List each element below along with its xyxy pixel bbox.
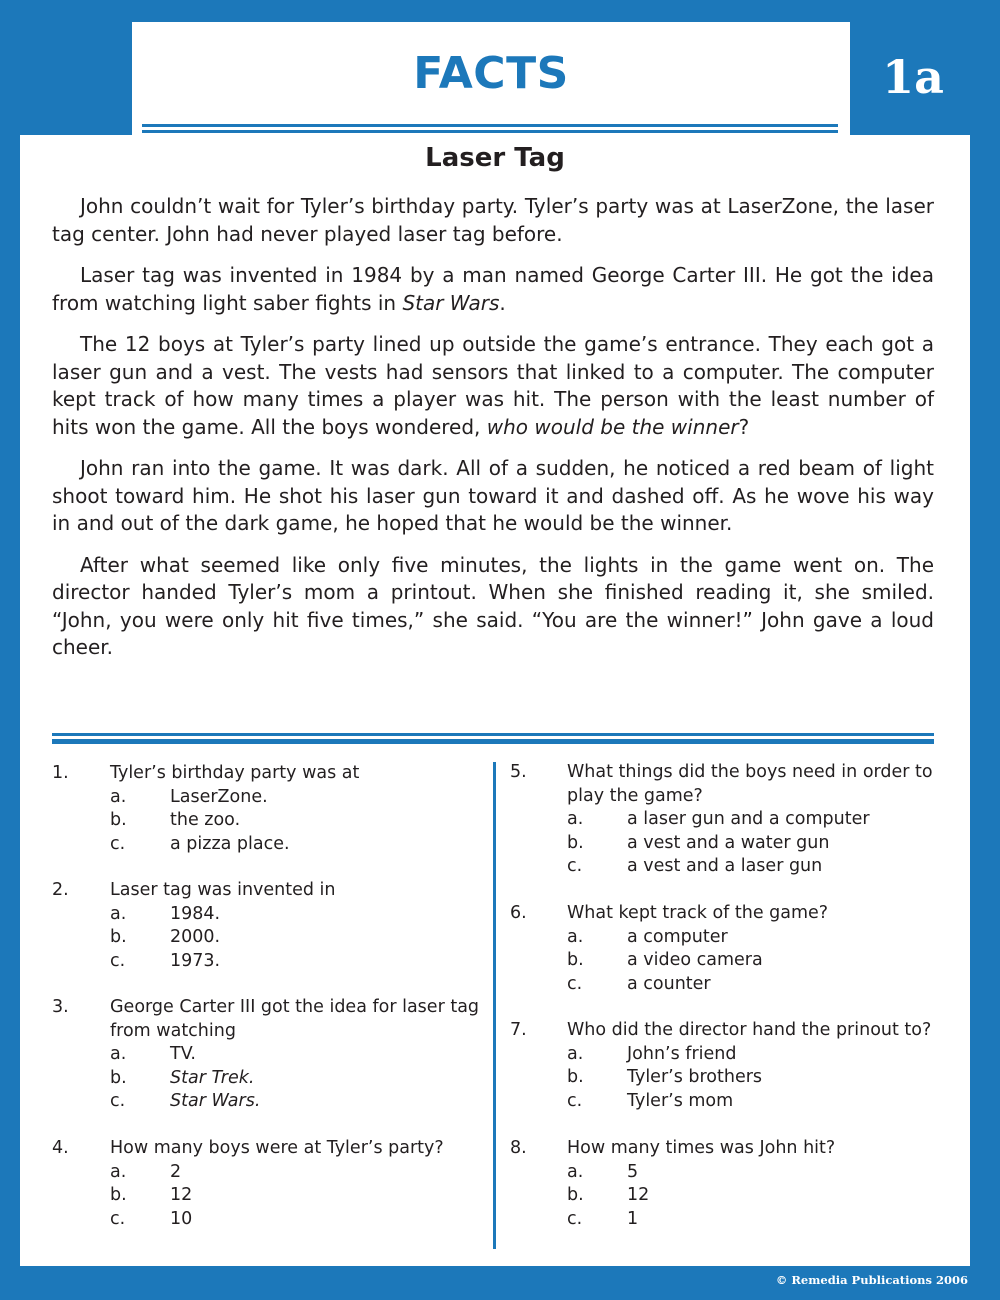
- option-letter: c.: [567, 973, 583, 994]
- option-letter: a.: [567, 1161, 584, 1182]
- option-text: 10: [170, 1208, 193, 1229]
- option-text: 12: [170, 1185, 193, 1205]
- option-text: LaserZone.: [170, 786, 268, 807]
- option-letter: c.: [110, 1208, 126, 1229]
- option-text: 2: [170, 1161, 182, 1182]
- question-stem-line-2: play the game?: [567, 785, 703, 806]
- question-3: [52, 996, 482, 1121]
- option-text: a computer: [627, 926, 728, 947]
- question-stem: How many boys were at Tyler’s party?: [110, 1138, 444, 1158]
- option-letter: b.: [110, 810, 127, 830]
- question-stem: What kept track of the game?: [567, 903, 829, 923]
- header-rule-bottom: [142, 130, 838, 133]
- option-text: a video camera: [627, 950, 763, 970]
- option-letter: a.: [110, 903, 127, 924]
- paragraph-5-text: After what seemed like only five minutes, the lights in the game went on. The director handed Tyler’s mom a printout. When she finished reading it, she smiled. “John, you were only hit five times,” she said. “You are the winner!” John gave a loud cheer.: [52, 552, 934, 659]
- frame-right-band: [970, 0, 1000, 1300]
- option-text: Tyler’s brothers: [627, 1067, 763, 1087]
- story-text: [52, 193, 934, 676]
- question-8: [510, 1137, 950, 1237]
- option-text: a counter: [627, 973, 711, 994]
- option-letter: a.: [110, 1044, 127, 1064]
- option-text: 5: [627, 1161, 639, 1182]
- question-6: [510, 902, 950, 1002]
- question-number: 3.: [52, 997, 69, 1017]
- question-5: [510, 761, 950, 886]
- page-title: FACTS: [413, 48, 569, 99]
- option-text: TV.: [170, 1044, 196, 1064]
- option-text: a vest and a laser gun: [627, 856, 823, 876]
- option-text: 1: [627, 1208, 639, 1229]
- option-letter: b.: [567, 832, 584, 853]
- question-2: [52, 879, 482, 979]
- option-text: Star Wars.: [170, 1091, 261, 1111]
- option-letter: a.: [567, 1043, 584, 1064]
- question-stem: How many times was John hit?: [567, 1138, 836, 1158]
- option-letter: c.: [110, 950, 126, 971]
- story-paragraph-5: [52, 552, 934, 662]
- paragraph-2-text: Laser tag was invented in 1984 by a man named George Carter III. He got the idea from watching light saber fights in: [52, 263, 934, 315]
- question-number: 1.: [52, 763, 69, 783]
- paragraph-1-text: John couldn’t wait for Tyler’s birthday party. Tyler’s party was at LaserZone, the laser tag center. John had never played laser tag before.: [52, 194, 934, 246]
- story-title: Laser Tag: [425, 143, 565, 173]
- question-number: 5.: [510, 762, 527, 782]
- question-stem: Tyler’s birthday party was at: [110, 763, 360, 783]
- question-4: [52, 1137, 482, 1237]
- question-number: 6.: [510, 903, 527, 923]
- option-text: a laser gun and a computer: [627, 809, 870, 829]
- option-letter: a.: [110, 786, 127, 807]
- story-paragraph-2: [52, 262, 934, 317]
- option-letter: a.: [110, 1161, 127, 1182]
- frame-left-band: [0, 0, 20, 1300]
- option-text: 2000.: [170, 927, 221, 947]
- section-rule-bottom: [52, 739, 934, 744]
- option-text: 1973.: [170, 950, 221, 971]
- question-1: [52, 762, 482, 862]
- option-letter: b.: [567, 1185, 584, 1205]
- option-text: 12: [627, 1185, 650, 1205]
- option-text: Star Trek.: [170, 1067, 255, 1088]
- option-text: Tyler’s mom: [627, 1090, 734, 1111]
- question-7: [510, 1019, 950, 1119]
- question-stem-line-2: from watching: [110, 1020, 236, 1041]
- paragraph-2-italic: Star Wars: [402, 290, 500, 315]
- question-stem: Laser tag was invented in: [110, 880, 336, 900]
- option-letter: c.: [567, 856, 583, 876]
- option-letter: c.: [110, 833, 126, 854]
- story-paragraph-1: [52, 193, 934, 248]
- question-number: 2.: [52, 880, 69, 900]
- paragraph-4-text: John ran into the game. It was dark. All of a sudden, he noticed a red beam of light shoot toward him. He shot his laser gun toward it and dashed off. As he wove his way in and out of the dark game, he hoped that he would be the winner.: [52, 456, 934, 535]
- paragraph-2-end: .: [499, 290, 506, 315]
- option-text: the zoo.: [170, 810, 241, 830]
- option-text: a pizza place.: [170, 833, 290, 854]
- option-letter: c.: [110, 1091, 126, 1111]
- option-text: John’s friend: [627, 1043, 737, 1064]
- question-number: 8.: [510, 1138, 527, 1158]
- header-rule-top: [142, 124, 838, 127]
- column-divider: [493, 762, 496, 1249]
- option-letter: b.: [110, 1185, 127, 1205]
- option-letter: a.: [567, 926, 584, 947]
- paragraph-3-italic: who would be the winner: [486, 414, 739, 439]
- question-stem-line-1: What things did the boys need in order to: [567, 762, 933, 782]
- question-number: 4.: [52, 1138, 69, 1158]
- story-paragraph-4: [52, 455, 934, 538]
- paragraph-3-end: ?: [738, 414, 750, 439]
- copyright-notice: © Remedia Publications 2006: [775, 1273, 968, 1287]
- paragraph-3-text: The 12 boys at Tyler’s party lined up outside the game’s entrance. They each got a laser gun and a vest. The vests had sensors that linked to a computer. The computer kept track of how many times a player was hit. The person with the least number of hits won the game. All the boys wondered,: [52, 332, 934, 439]
- section-rule-top: [52, 733, 934, 736]
- question-stem-line-1: George Carter III got the idea for laser tag: [110, 997, 480, 1017]
- option-letter: c.: [567, 1090, 583, 1111]
- option-letter: c.: [567, 1208, 583, 1229]
- question-stem: Who did the director hand the prinout to?: [567, 1020, 932, 1040]
- story-paragraph-3: [52, 331, 934, 441]
- sheet-number: 1a: [882, 50, 944, 104]
- option-letter: b.: [567, 1067, 584, 1087]
- option-letter: b.: [110, 1067, 127, 1088]
- option-letter: b.: [110, 927, 127, 947]
- option-text: a vest and a water gun: [627, 832, 830, 853]
- option-letter: b.: [567, 950, 584, 970]
- question-number: 7.: [510, 1020, 527, 1040]
- option-letter: a.: [567, 809, 584, 829]
- option-text: 1984.: [170, 903, 221, 924]
